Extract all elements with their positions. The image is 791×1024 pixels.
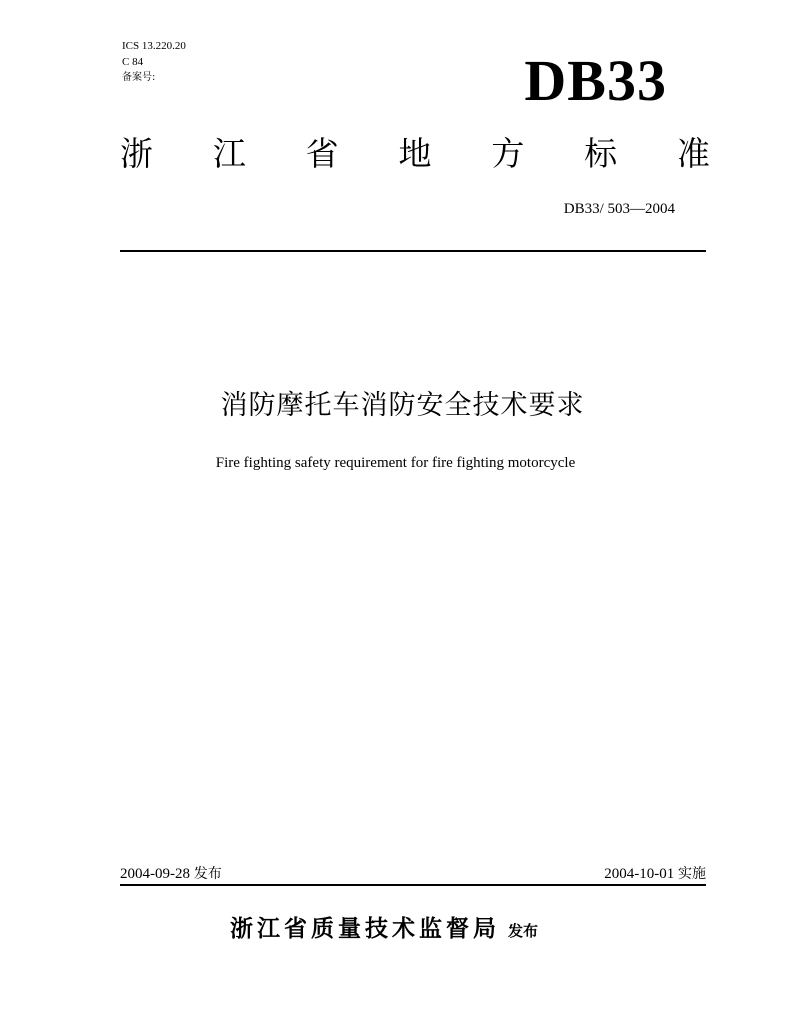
standard-type-char: 江 (212, 134, 246, 173)
ics-code: ICS 13.220.20 (122, 40, 186, 52)
publisher-line (230, 910, 538, 943)
standard-type-heading (120, 134, 710, 174)
standard-number: DB33/ 503—2004 (563, 201, 675, 217)
implementation-date (604, 865, 706, 883)
bottom-divider (120, 884, 706, 886)
filing-number-label: 备案号: (122, 72, 156, 83)
title-english: Fire fighting safety requirement for fire fighting motorcycle (215, 455, 576, 471)
standard-code-logo: DB33 (524, 48, 667, 113)
standard-type-char: 准 (676, 134, 710, 173)
standard-type-char: 地 (398, 134, 432, 173)
publisher-action: 发布 (508, 922, 539, 940)
implementation-date-label: 实施 (678, 866, 706, 882)
issue-date-value: 2004-09-28 (120, 866, 190, 882)
issue-date-label: 发布 (193, 866, 222, 882)
publisher-name: 浙江省质量技术监督局 (230, 916, 500, 942)
implementation-date-value: 2004-10-01 (604, 866, 675, 882)
ccs-code: C 84 (122, 56, 144, 68)
top-divider (120, 250, 706, 252)
standard-type-char: 标 (584, 134, 618, 173)
standard-type-char: 浙 (120, 134, 153, 173)
standard-type-char: 省 (305, 134, 339, 173)
title-chinese: 消防摩托车消防安全技术要求 (220, 390, 585, 421)
issue-date (120, 865, 222, 883)
standard-type-char: 方 (491, 134, 525, 173)
